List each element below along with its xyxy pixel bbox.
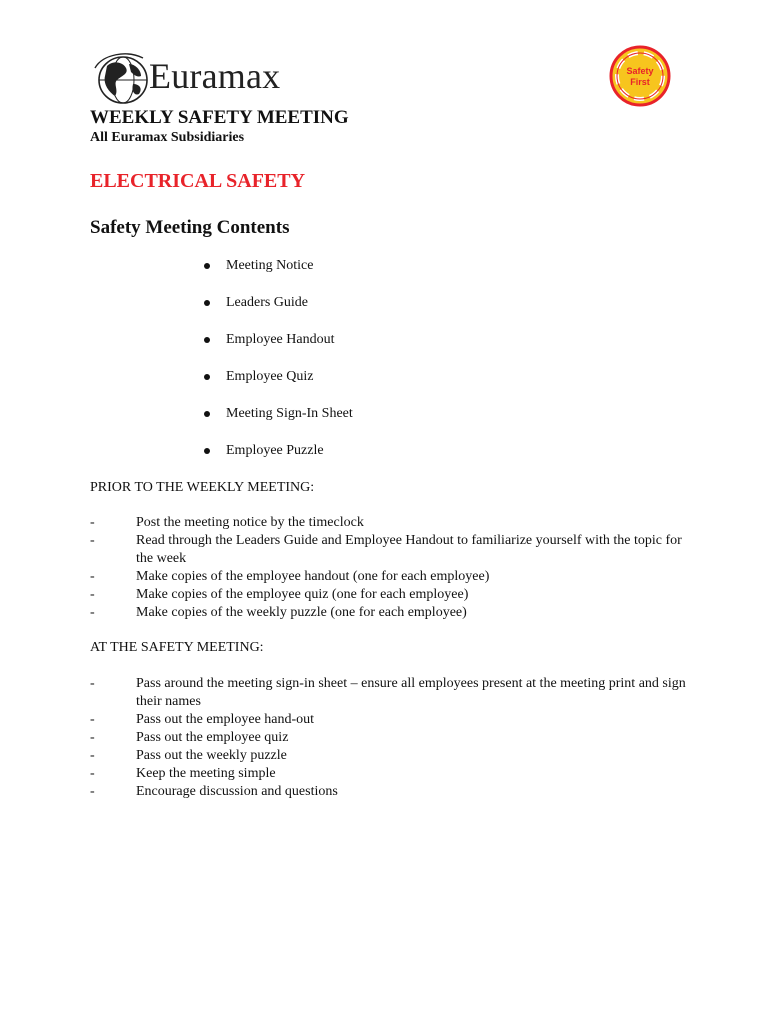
list-item — [90, 765, 690, 783]
list-item — [202, 368, 353, 405]
dash-marker: - — [90, 730, 95, 745]
list-item — [90, 532, 690, 568]
page-subtitle: All Euramax Subsidiaries — [90, 130, 245, 145]
list-item-label: Encourage discussion and questions — [136, 784, 338, 799]
dash-marker: - — [90, 587, 95, 602]
dash-marker: - — [90, 676, 95, 691]
badge-line2: First — [630, 77, 650, 87]
prior-list — [90, 514, 690, 622]
list-item-label: Make copies of the employee handout (one for each employee) — [136, 569, 490, 584]
list-item-label: Make copies of the weekly puzzle (one for each employee) — [136, 605, 467, 620]
list-item — [90, 568, 690, 586]
list-item-label: Employee Quiz — [226, 369, 314, 384]
list-item — [90, 747, 690, 765]
list-item — [90, 711, 690, 729]
list-item — [90, 514, 690, 532]
page-title: WEEKLY SAFETY MEETING — [90, 107, 349, 128]
bullet-icon — [204, 374, 210, 380]
list-item-label: Read through the Leaders Guide and Employee Handout to familiarize yourself with the topic for the week — [136, 533, 682, 566]
list-item — [90, 586, 690, 604]
bullet-icon — [204, 411, 210, 417]
prior-heading: PRIOR TO THE WEEKLY MEETING: — [90, 480, 315, 495]
dash-marker: - — [90, 748, 95, 763]
globe-icon — [93, 50, 149, 106]
contents-heading: Safety Meeting Contents — [90, 217, 290, 238]
list-item — [90, 675, 690, 711]
list-item-label: Pass around the meeting sign-in sheet – ensure all employees present at the meeting print and sign their names — [136, 676, 686, 709]
list-item — [90, 604, 690, 622]
list-item-label: Employee Puzzle — [226, 443, 324, 458]
list-item-label: Pass out the employee hand-out — [136, 712, 315, 727]
list-item — [202, 331, 353, 368]
bullet-icon — [204, 300, 210, 306]
dash-marker: - — [90, 515, 95, 530]
list-item — [202, 405, 353, 442]
bullet-icon — [204, 337, 210, 343]
badge-line1: Safety — [626, 66, 654, 76]
dash-marker: - — [90, 712, 95, 727]
brand-name: Euramax — [149, 56, 281, 96]
at-meeting-list — [90, 675, 690, 801]
dash-marker: - — [90, 533, 95, 548]
list-item-label: Pass out the weekly puzzle — [136, 748, 287, 763]
list-item-label: Meeting Notice — [226, 258, 314, 273]
list-item-label: Employee Handout — [226, 332, 335, 347]
list-item — [202, 442, 353, 479]
list-item-label: Meeting Sign-In Sheet — [226, 406, 353, 421]
at-meeting-heading: AT THE SAFETY MEETING: — [90, 640, 264, 655]
list-item — [202, 294, 353, 331]
dash-marker: - — [90, 766, 95, 781]
safety-first-badge — [609, 45, 671, 107]
bullet-icon — [204, 263, 210, 269]
dash-marker: - — [90, 784, 95, 799]
list-item — [90, 729, 690, 747]
list-item — [202, 257, 353, 294]
bullet-icon — [204, 448, 210, 454]
list-item-label: Keep the meeting simple — [136, 766, 276, 781]
list-item-label: Pass out the employee quiz — [136, 730, 289, 745]
list-item — [90, 783, 690, 801]
list-item-label: Make copies of the employee quiz (one for each employee) — [136, 587, 469, 602]
dash-marker: - — [90, 605, 95, 620]
contents-list — [202, 257, 353, 479]
topic-title: ELECTRICAL SAFETY — [90, 170, 306, 192]
list-item-label: Leaders Guide — [226, 295, 309, 310]
dash-marker: - — [90, 569, 95, 584]
euramax-logo — [93, 50, 293, 106]
list-item-label: Post the meeting notice by the timeclock — [136, 515, 364, 530]
